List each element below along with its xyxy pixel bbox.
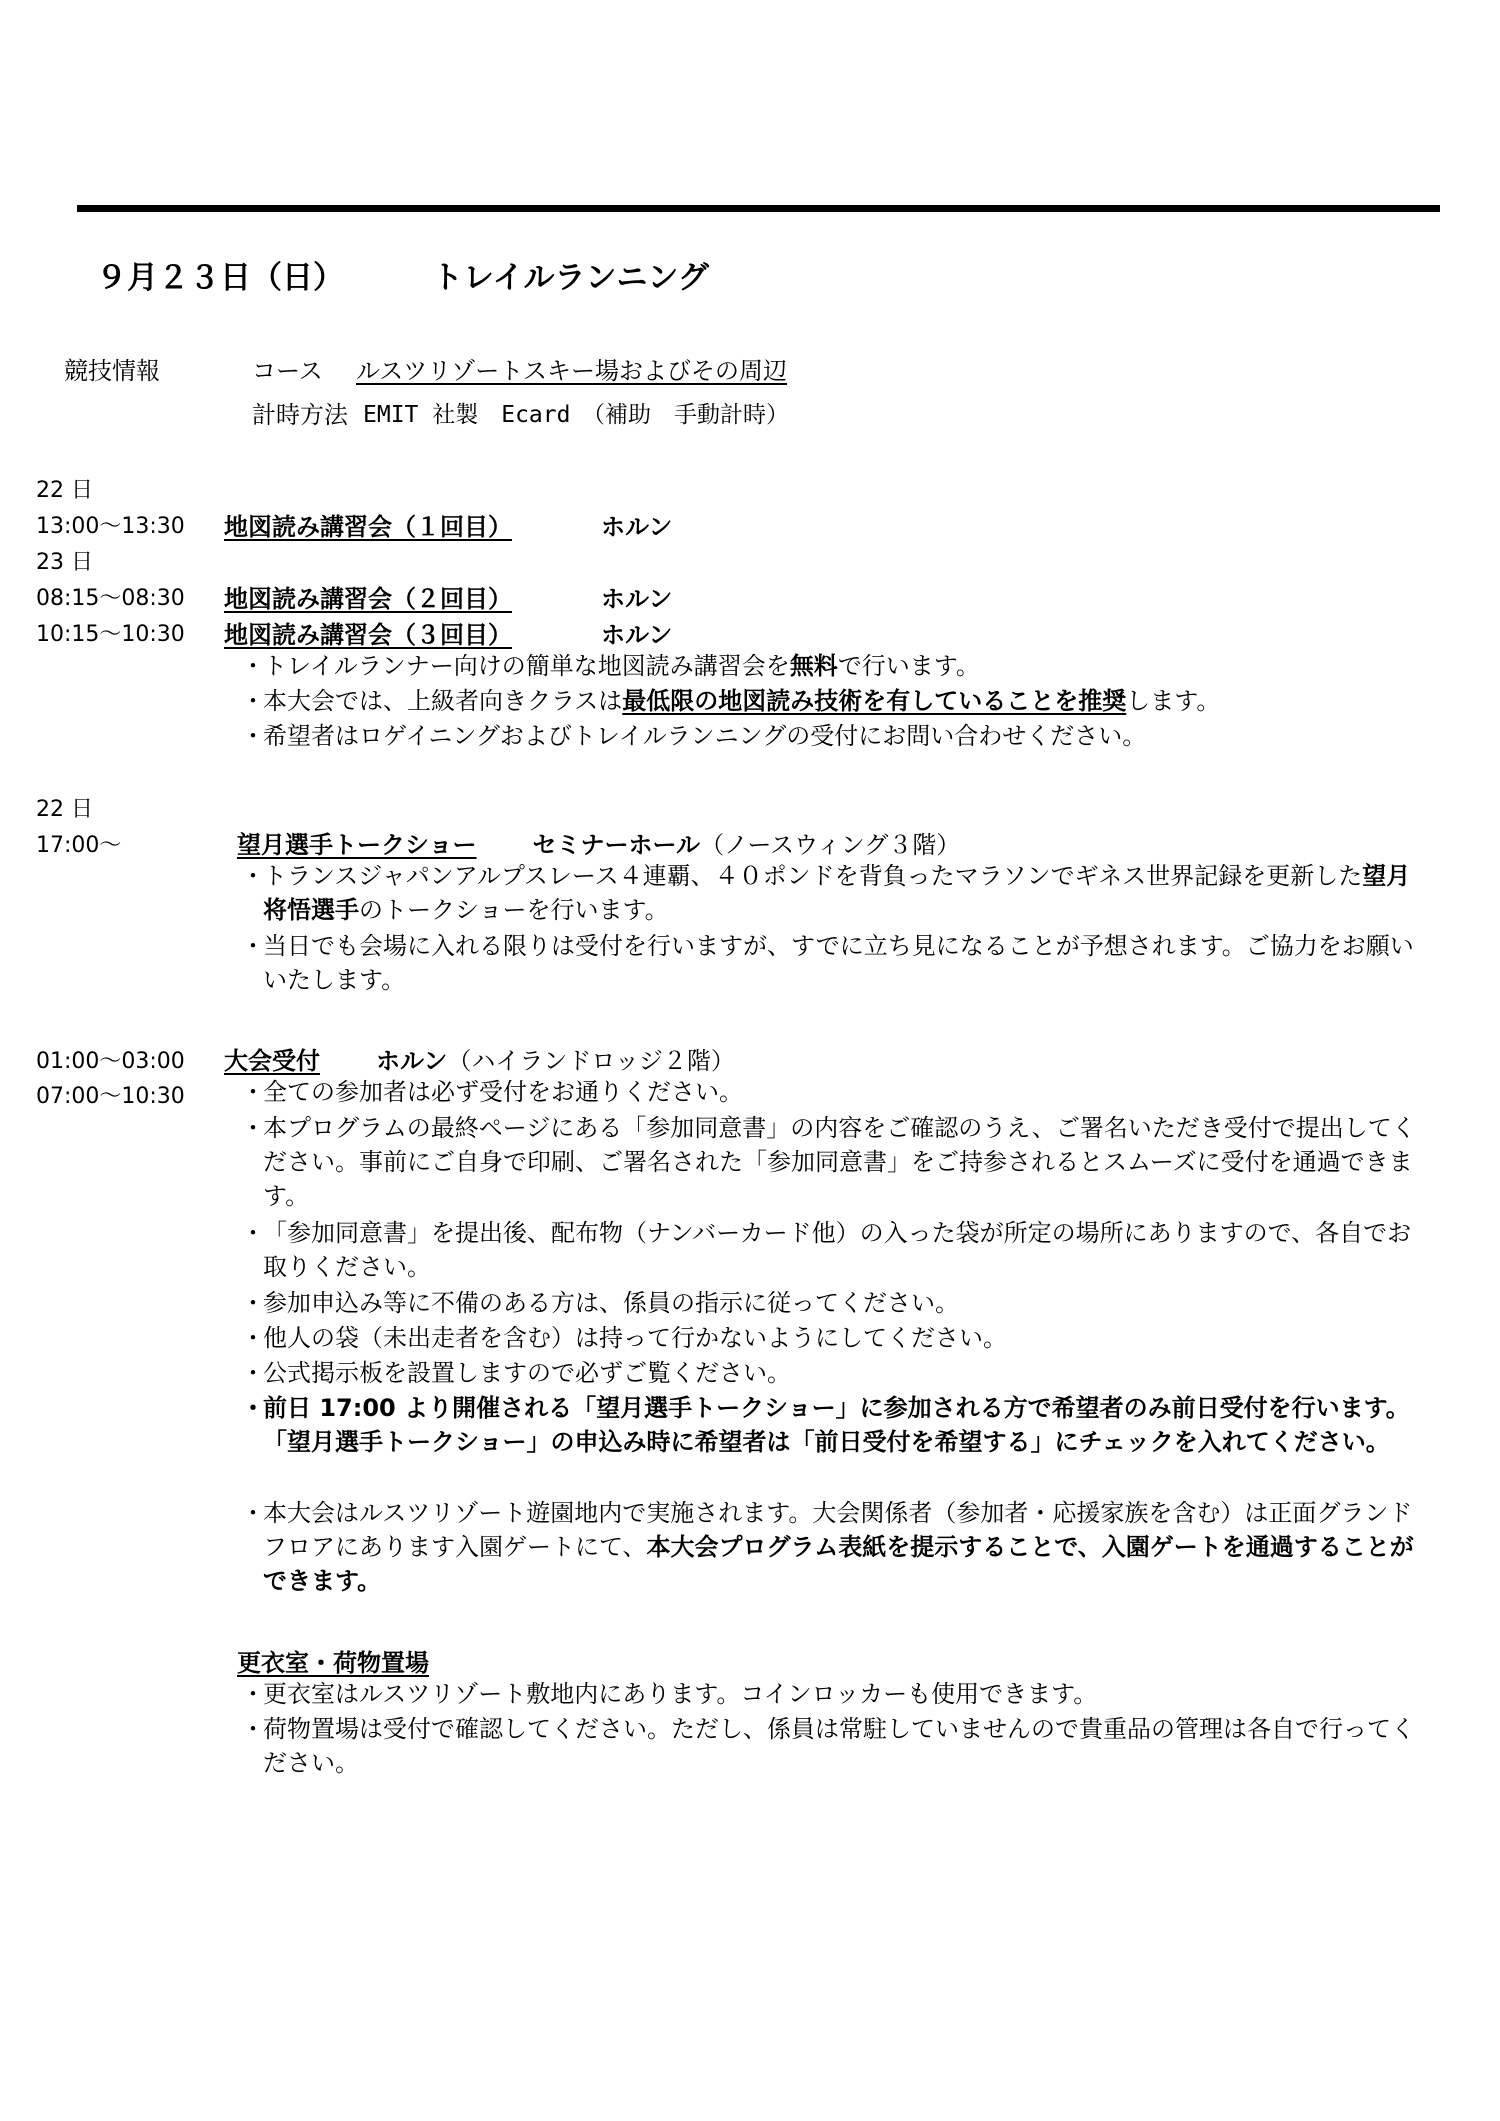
list-item: ・ 参加申込み等に不備のある方は、係員の指示に従ってください。 bbox=[241, 1289, 959, 1317]
list-item: ・ 荷物置場は受付で確認してください。ただし、係員は常駐していませんので貴重品の管理は各自で行ってください。 bbox=[241, 1715, 1415, 1777]
list-item: ・ トレイルランナー向けの簡単な地図読み講習会を無料で行います。 bbox=[241, 652, 980, 680]
session-place: ホルン bbox=[601, 513, 673, 541]
event-place-note: （ノースウィング３階） bbox=[700, 831, 961, 859]
list-item: ・ 希望者はロゲイニングおよびトレイルランニングの受付にお問い合わせください。 bbox=[241, 722, 1147, 750]
session-place: ホルン bbox=[601, 585, 673, 613]
session-time: 10:15～10:30 bbox=[36, 622, 185, 647]
title-event: トレイルランニング bbox=[432, 260, 709, 296]
day-label: 22 日 bbox=[36, 797, 93, 822]
list-item: ・ 前日 17:00 より開催される「望月選手トークショー」に参加される方で希望者のみ前日受付を行います。「望月選手トークショー」の申込み時に希望者は「前日受付を希望する」にチェックを入れてください。 bbox=[241, 1394, 1410, 1456]
section-title: 更衣室・荷物置場 bbox=[237, 1649, 429, 1677]
list-item: ・ 「参加同意書」を提出後、配布物（ナンバーカード他）の入った袋が所定の場所にありますので、各自でお取りください。 bbox=[241, 1219, 1412, 1281]
session-time: 08:15～08:30 bbox=[36, 586, 185, 611]
event-time: 01:00～03:00 bbox=[36, 1049, 185, 1074]
session-title: 地図読み講習会（３回目） bbox=[224, 621, 512, 649]
event-place: ホルン bbox=[376, 1047, 448, 1075]
day-label: 23 日 bbox=[36, 550, 93, 575]
list-item: ・ 公式掲示板を設置しますので必ずご覧ください。 bbox=[241, 1359, 791, 1387]
timing-label: 計時方法 bbox=[252, 401, 348, 429]
info-label: 競技情報 bbox=[64, 357, 160, 385]
page-title bbox=[96, 252, 709, 297]
event-title: 大会受付 bbox=[224, 1047, 320, 1075]
session-title: 地図読み講習会（１回目） bbox=[224, 513, 512, 541]
header-rule bbox=[77, 205, 1440, 212]
list-item: ・ 他人の袋（未出走者を含む）は持って行かないようにしてください。 bbox=[241, 1324, 1007, 1352]
list-item: ・ 全ての参加者は必ず受付をお通りください。 bbox=[241, 1078, 743, 1106]
timing-value: EMIT 社製 Ecard （補助 手動計時） bbox=[363, 402, 789, 428]
session-title: 地図読み講習会（２回目） bbox=[224, 585, 512, 613]
day-label: 22 日 bbox=[36, 478, 93, 503]
course-value: ルスツリゾートスキー場およびその周辺 bbox=[356, 357, 788, 385]
event-time: 07:00～10:30 bbox=[36, 1084, 185, 1109]
course-label: コース bbox=[252, 357, 323, 385]
list-item: ・ 本大会はルスツリゾート遊園地内で実施されます。大会関係者（参加者・応援家族を含む）は正面グランドフロアにあります入園ゲートにて、本大会プログラム表紙を提示することで、入園ゲートを通過することができます。 bbox=[241, 1499, 1414, 1595]
session-time: 13:00～13:30 bbox=[36, 514, 185, 539]
list-item: ・ 当日でも会場に入れる限りは受付を行いますが、すでに立ち見になることが予想されます。ご協力をお願いいたします。 bbox=[241, 932, 1414, 994]
event-header bbox=[224, 1041, 735, 1076]
event-place: セミナーホール bbox=[532, 831, 701, 859]
list-item: ・ 本プログラムの最終ページにある「参加同意書」の内容をご確認のうえ、ご署名いただき受付で提出してください。事前にご自身で印刷、ご署名された「参加同意書」をご持参されるとスムーズに受付を通過できます。 bbox=[241, 1114, 1416, 1210]
list-item: ・ 本大会では、上級者向きクラスは最低限の地図読み技術を有していることを推奨します。 bbox=[241, 687, 1221, 715]
event-header bbox=[237, 825, 960, 860]
list-item: ・ トランスジャパンアルプスレース４連覇、４０ポンドを背負ったマラソンでギネス世界記録を更新した望月将悟選手のトークショーを行います。 bbox=[241, 862, 1411, 924]
event-place-note: （ハイランドロッジ２階） bbox=[447, 1047, 735, 1075]
session-place: ホルン bbox=[601, 621, 673, 649]
title-date: ９月２３日（日） bbox=[96, 260, 344, 296]
event-title: 望月選手トークショー bbox=[237, 831, 477, 859]
list-item: ・ 更衣室はルスツリゾート敷地内にあります。コインロッカーも使用できます。 bbox=[241, 1680, 1098, 1708]
event-time: 17:00～ bbox=[36, 833, 122, 858]
